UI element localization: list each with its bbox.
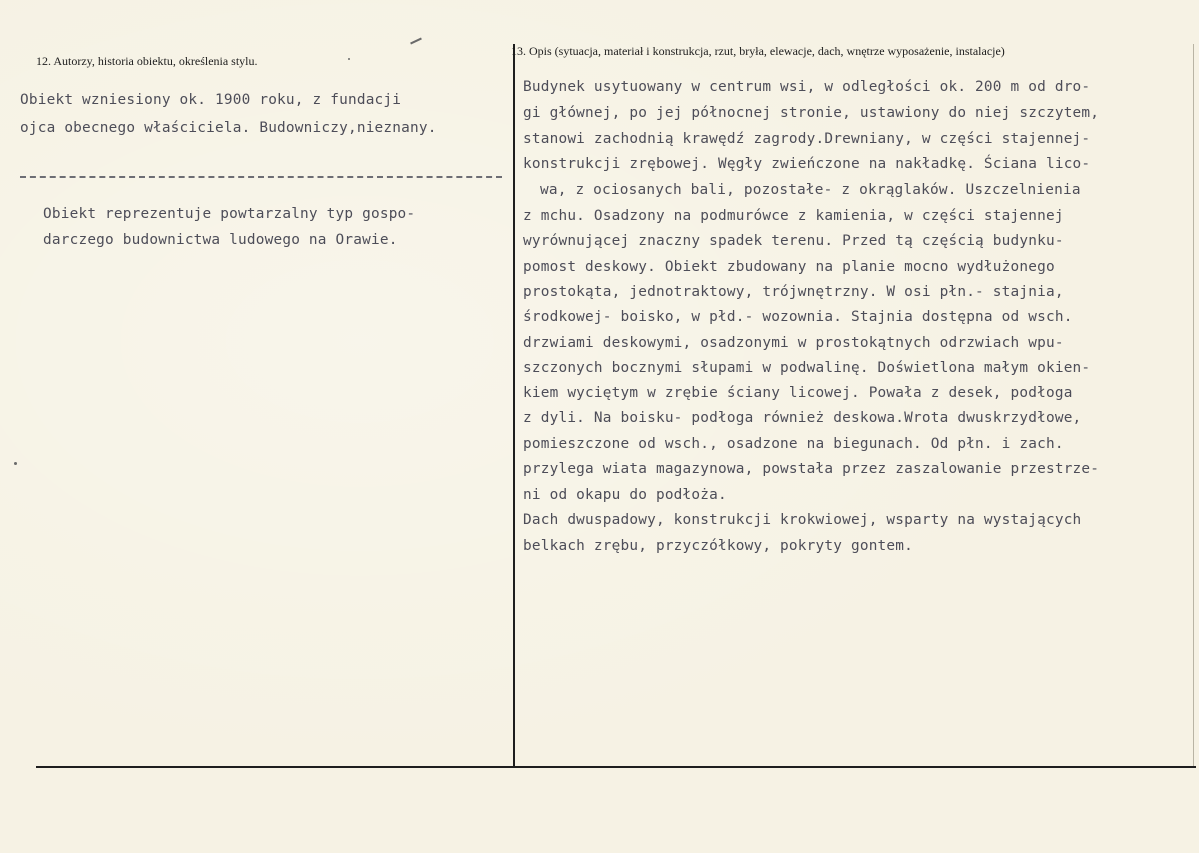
desc-line-7: wyrównującej znaczny spadek terenu. Przed tą częścią budynku- — [523, 233, 1064, 249]
section-13-header: 13. Opis (sytuacja, materiał i konstrukcja, rzut, bryła, elewacje, dach, wnętrze wyposażenie, instalacje) — [511, 44, 1005, 58]
style-line-2: darczego budownictwa ludowego na Orawie. — [43, 232, 398, 248]
desc-line-18: Dach dwuspadowy, konstrukcji krokwiowej, wsparty na wystających — [523, 512, 1082, 528]
right-edge-line — [1193, 44, 1194, 766]
bottom-rule — [36, 766, 1196, 768]
desc-line-5: wa, z ociosanych bali, pozostałe- z okrąglaków. Uszczelnienia — [540, 182, 1081, 198]
desc-line-8: pomost deskowy. Obiekt zbudowany na planie mocno wydłużonego — [523, 259, 1055, 275]
column-divider — [513, 44, 515, 766]
history-line-2: ojca obecnego właściciela. Budowniczy,nieznany. — [20, 120, 437, 136]
desc-line-10: środkowej- boisko, w płd.- wozownia. Stajnia dostępna od wsch. — [523, 309, 1073, 325]
desc-line-11: drzwiami deskowymi, osadzonymi w prostokątnych odrzwiach wpu- — [523, 335, 1064, 351]
desc-line-3: stanowi zachodnią krawędź zagrody.Drewniany, w części stajennej- — [523, 131, 1091, 147]
desc-line-4: konstrukcji zrębowej. Węgły zwieńczone na nakładkę. Ściana lico- — [523, 156, 1091, 172]
desc-line-1: Budynek usytuowany w centrum wsi, w odległości ok. 200 m od dro- — [523, 79, 1091, 95]
desc-line-15: pomieszczone od wsch., osadzone na biegunach. Od płn. i zach. — [523, 436, 1064, 452]
style-line-1: Obiekt reprezentuje powtarzalny typ gospo- — [43, 206, 416, 222]
ink-mark — [14, 462, 17, 465]
desc-line-6: z mchu. Osadzony na podmurówce z kamienia, w części stajennej — [523, 208, 1064, 224]
ink-mark — [348, 58, 350, 60]
section-12-header: 12. Autorzy, historia obiektu, określenia stylu. — [36, 54, 258, 68]
desc-line-13: kiem wyciętym w zrębie ściany licowej. Powała z desek, podłoga — [523, 385, 1073, 401]
history-line-1: Obiekt wzniesiony ok. 1900 roku, z fundacji — [20, 92, 402, 108]
desc-line-14: z dyli. Na boisku- podłoga również deskowa.Wrota dwuskrzydłowe, — [523, 410, 1082, 426]
desc-line-16: przylega wiata magazynowa, powstała przez zaszalowanie przestrze- — [523, 461, 1100, 477]
desc-line-19: belkach zrębu, przyczółkowy, pokryty gontem. — [523, 538, 914, 554]
dashed-separator — [20, 176, 502, 178]
desc-line-9: prostokąta, jednotraktowy, trójwnętrzny. W osi płn.- stajnia, — [523, 284, 1064, 300]
desc-line-2: gi głównej, po jej północnej stronie, ustawiony do niej szczytem, — [523, 105, 1100, 121]
desc-line-12: szczonych bocznymi słupami w podwalinę. Doświetlona małym okien- — [523, 360, 1091, 376]
ink-mark — [410, 38, 422, 45]
desc-line-17: ni od okapu do podłoża. — [523, 487, 727, 503]
